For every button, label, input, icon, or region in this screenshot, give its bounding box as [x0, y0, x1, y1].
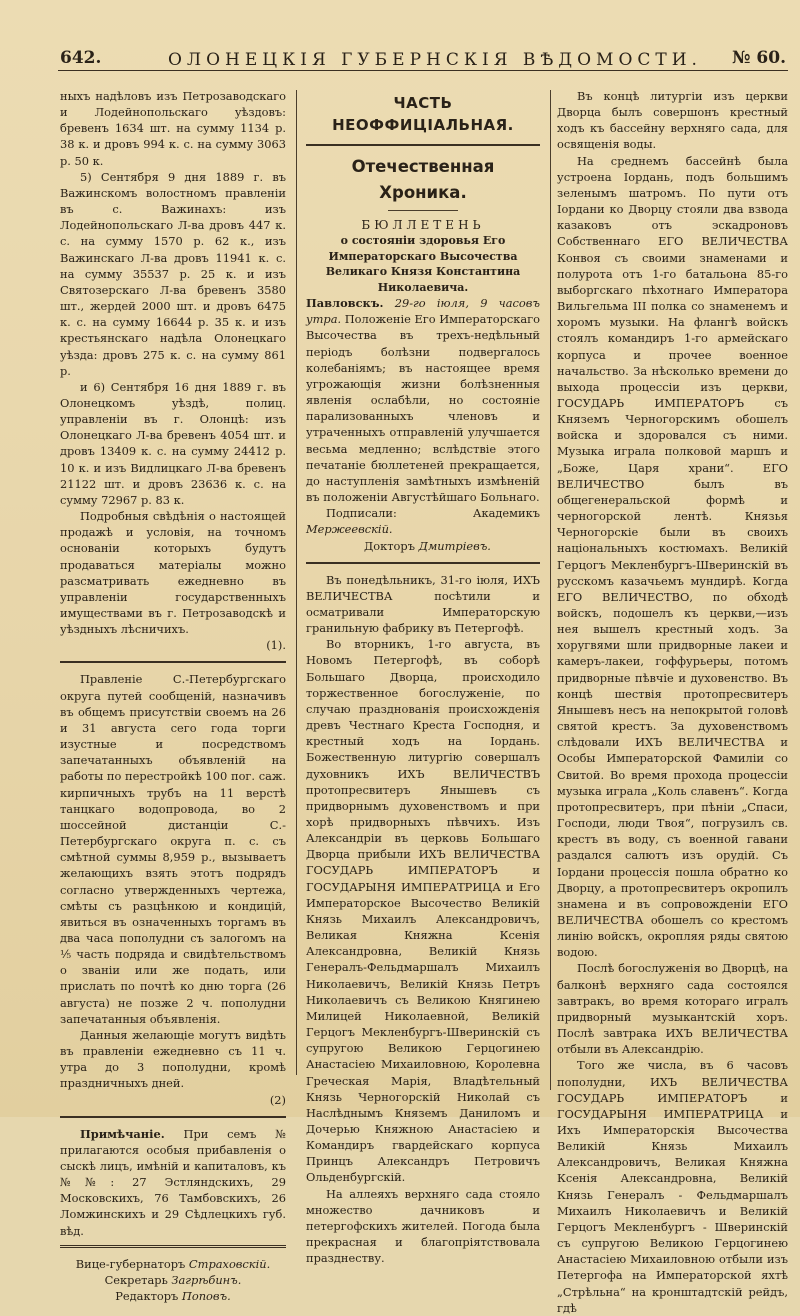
bulletin-signature-doctor: Докторъ Дмитрiевъ. — [364, 538, 491, 553]
section-title: ЧАСТЬ НЕОФФИЦIАЛЬНАЯ. — [332, 94, 514, 134]
paragraph: Подробныя свѣдѣнiя о настоящей продажѣ и условiя, на точномъ основанiи которыхъ будутъ продаваться матерiалы можно разсматривать ежедневно въ управленiи государственныхъ имуществами въ г. Петрозаводскѣ и уѣздныхъ лѣсничихъ. — [60, 509, 286, 637]
bulletin-title: БЮЛЛЕТЕНЬ — [361, 218, 485, 232]
column-left — [60, 88, 286, 1304]
signature-secretary: Секретарь Загрѣбинъ. — [104, 1272, 242, 1287]
bulletin-place: Павловскъ. — [306, 296, 384, 311]
page-header — [58, 40, 788, 71]
paragraph: и 6) Сентября 16 дня 1889 г. въ Олонецкомъ уѣздѣ, полиц. управленiи въ г. Олонцѣ: изъ Олонецкаго Л-ва бревенъ 4054 шт. и дровъ 13409 к. с. на сумму 24412 р. 10 к. и изъ Видлицкаго Л-ва бревенъ 21122 шт. и дровъ 23636 к. с. на сумму 72967 р. 83 к. — [60, 379, 286, 507]
bulletin-date: 29-го iюля, 9 часовъ утра. — [306, 296, 540, 327]
paragraph: Данныя желающiе могутъ видѣть въ правленiи ежедневно съ 11 ч. утра до 3 пополудни, кромѣ праздничныхъ дней. — [60, 1027, 286, 1091]
bulletin-signatures: Подписали: Академикъ Мержеевскiй. — [306, 506, 540, 537]
notice-marker: (1). — [266, 638, 286, 653]
signature-editor: Редакторъ Поповъ. — [115, 1289, 231, 1304]
notice-marker: (2) — [269, 1092, 286, 1107]
paragraph: 5) Сентября 9 дня 1889 г. въ Важинскомъ волостномъ правленiи въ с. Важинахъ: изъ Лодейнопольскаго Л-ва дровъ 447 к. с. на сумму 1570 р. 62 к., изъ Важинскаго Л-ва дровъ 11941 к. с. на сумму 35537 р. 25 к. и изъ Святозерскаго Л-ва бревенъ 3580 шт., жердей 2000 шт. и дровъ 6475 к. с. на сумму 16644 р. 35 к. и изъ крестьянскаго надѣла Олонецкаго уѣзда: дровъ 275 к. с. на сумму 861 р. — [60, 169, 286, 378]
paragraph: Послѣ богослуженiя во Дворцѣ, на балконѣ верхняго сада состоялся завтракъ, во время котораго игралъ придворный музыкантскiй хоръ. Послѣ завтрака ИХЪ ВЕЛИЧЕСТВА отбыли въ Александрiю. — [557, 961, 788, 1057]
column-middle — [306, 88, 540, 1266]
column-right — [557, 88, 788, 1316]
paragraph: Во вторникъ, 1-го августа, въ Новомъ Петергофѣ, въ соборѣ Большаго Дворца, происходило торжественное богослуженiе, по случаю празднованiя происхожденiя древъ Честнаго Креста Господня, и крестный ходъ на Iордань. Божественную литургiю совершалъ духовникъ ИХЪ ВЕЛИЧЕСТВЪ протопресвитеръ Янышевъ съ придворнымъ духовенствомъ и при хорѣ придворныхъ пѣвчихъ. Изъ Александрiи въ церковь Большаго Дворца прибыли ИХЪ ВЕЛИЧЕСТВА ГОСУДАРЬ ИМПЕРАТОРЪ и ГОСУДАРЫНЯ ИМПЕРАТРИЦА и Его Императорское Высочество Великiй Князь Михаилъ Александровичъ, Великая Княжна Ксенiя Александровна, Великiй Князь Генералъ-Фельдмаршалъ Михаилъ Николаевичъ, Великiй Князь Петръ Николаевичъ съ Великою Княгинею Милицей Николаевной, Великiй Герцогъ Мекленбургъ-Шверинскiй съ супругою Великою Герцогинею Анастасiею Михаиловною, Королевна Греческая Марiя, Владѣтельный Князь Черногорскiй Николай съ Наслѣднымъ Княземъ Даниломъ и Дочерью Княжною Анастасiею и Командиръ гвардейскаго корпуса Принцъ Александръ Петровичъ Ольденбургскiй. — [306, 637, 540, 1185]
paragraph: На аллеяхъ верхняго сада стояло множество дачниковъ и петергофскихъ жителей. Погода была прекрасная и благопрiятствовала празднеству. — [306, 1186, 540, 1266]
paragraph: Въ концѣ литургiи изъ церкви Дворца былъ совершонъ крестный ходъ къ бассейну верхняго сада, для освященiя воды. — [557, 89, 788, 152]
note-label: Примѣчанiе. — [80, 1126, 165, 1141]
divider — [60, 1245, 286, 1248]
signature-vice-governor: Вице-губернаторъ Страховскiй. — [75, 1256, 271, 1271]
divider — [60, 1116, 286, 1118]
note-paragraph — [60, 1126, 286, 1239]
paragraph: ныхъ надѣловъ изъ Петрозаводскаго и Лодейнопольскаго уѣздовъ: бревенъ 1634 шт. на сумму 1134 р. 38 к. и дровъ 994 к. с. на сумму 3063 р. 50 к. — [60, 89, 286, 168]
column-divider — [550, 90, 551, 1090]
divider — [388, 210, 458, 211]
bulletin-subtitle: о состоянiи здоровья Его Императорскаго Высочества Великаго Князя Константина Николаевича. — [325, 234, 521, 294]
column-divider — [296, 90, 297, 1075]
note-text: При семъ № прилагаются особыя прибавленiя о сыскѣ лицъ, имѣнiй и капиталовъ, къ №№: 27 Эстляндскихъ, 29 Московскихъ, 76 Тамбовскихъ, 26 Ломжинскихъ и 29 Сѣдлецкихъ губ. вѣд. — [60, 1126, 286, 1238]
paragraph: На среднемъ бассейнѣ была устроена Iордань, подъ большимъ зеленымъ шатромъ. По пути отъ Iордани ко Дворцу стояли два взвода казаковъ отъ эскадроновъ Собственнаго ЕГО ВЕЛИЧЕСТВА Конвоя съ своими знаменами и полурота отъ 1-го батальона 85-го выборгскаго пѣхотнаго Императора Вильгельма III полка со знаменемъ и хоромъ музыки. На флангѣ войскъ стоялъ командиръ 1-го армейскаго корпуса и прочее военное начальство. За нѣсколько времени до выхода процессiи изъ церкви, ГОСУДАРЬ ИМПЕРАТОРЪ съ Княземъ Черногорскимъ обошелъ войска и здоровался съ ними. Музыка играла полковой маршъ и „Боже, Царя храни“. ЕГО ВЕЛИЧЕСТВО былъ въ общегенеральской формѣ и черногорской лентѣ. Князья Черногорскiе были въ своихъ нацiональныхъ костюмахъ. Великiй Герцогъ Мекленбургъ-Шверинскiй въ русскомъ казачьемъ мундирѣ. Когда ЕГО ВЕЛИЧЕСТВО, по обходѣ войскъ, подошелъ къ церкви,—изъ нея вышелъ крестный ходъ. За хоругвями шли придворные лакеи и камеръ-лакеи, гоффурьеры, потомъ придворные пѣвчiе и духовенство. Въ концѣ шествiя протопресвитеръ Янышевъ несъ на непокрытой головѣ святой крестъ. За духовенствомъ слѣдовали ИХЪ ВЕЛИЧЕСТВА и Особы Императорской Фамилiи со Свитой. Во время прохода процессiи музыка играла „Коль славенъ“. Когда протопресвитеръ, при пѣнiи „Спаси, Господи, люди Твоя“, погрузилъ св. крестъ въ воду, съ военной гавани раздался салютъ изъ орудiй. Съ Iордани процессiя пошла обратно ко Дворцу, а протопресвитеръ окропилъ знамена и въ сопровожденiи ЕГО ВЕЛИЧЕСТВА обошелъ со крестомъ линiю войскъ, окропляя ряды святою водою. — [557, 153, 788, 960]
bulletin-text: Положенiе Его Императорскаго Высочества въ трехъ-недѣльный перiодъ болѣзни подвергалось колебанiямъ; въ настоящее время угрожающiя жизни болѣзненныя явленiя ослабѣли, но состоянiе парализованныхъ членовъ и утраченныхъ отправленiй улучшается весьма медленно; вслѣдствiе этого печатанiе бюллетеней прекращается, до наступленiя замѣтныхъ измѣненiй въ положенiи Августѣйшаго Больнаго. — [306, 312, 540, 505]
paragraph: Правленiе С.-Петербургскаго округа путей сообщенiй, назначивъ въ общемъ присутствiи своемъ на 26 и 31 августа сего года торги изустные и посредствомъ запечатанныхъ объявленiй на работы по перестройкѣ 100 пог. саж. кирпичныхъ трубъ на 11 верстѣ танцкаго водопровода, во 2 шоссейной дистанцiи С.-Петербургскаго округа п. с. съ смѣтной суммы 8,959 р., вызываетъ желающихъ взять этотъ подрядъ согласно утвержденныхъ чертежа, смѣты съ разцѣнкою и кондицiй, явиться въ означенныхъ торгамъ въ два часа пополудни съ залогомъ на ¹⁄₅ часть подряда и свидѣтельствомъ о званiи или же подать, или прислать по почтѣ ко дню торга (26 августа) не позже 2 ч. пополудни запечатанныя объявленiя. — [60, 672, 286, 1026]
issue-number: № 60. — [732, 48, 786, 68]
divider — [306, 144, 540, 146]
paragraph: Въ понедѣльникъ, 31-го iюля, ИХЪ ВЕЛИЧЕСТВА посѣтили и осматривали Императорскую гранильную фабрику въ Петергофѣ. — [306, 572, 540, 636]
paragraph: Того же числа, въ 6 часовъ пополудни, ИХЪ ВЕЛИЧЕСТВА ГОСУДАРЬ ИМПЕРАТОРЪ и ГОСУДАРЫНЯ ИМПЕРАТРИЦА и Ихъ Императорскiя Высочества Великiй Князь Михаилъ Александровичъ, Великая Княжна Ксенiя Александровна, Великiй Князь Генералъ - Фельдмаршалъ Михаилъ Николаевичъ и Великiй Герцогъ Мекленбургъ - Шверинскiй съ супругою Великою Герцогинею Анастасiею Михаиловною отбыли изъ Петергофа на Императорской яхтѣ „Стрѣльна“ на кронштадтскiй рейдъ, гдѣ — [557, 1058, 788, 1315]
divider — [306, 562, 540, 564]
page-number: 642. — [60, 48, 102, 68]
bulletin-paragraph — [306, 295, 540, 505]
divider — [60, 661, 286, 663]
newspaper-title: ОЛОНЕЦКIЯ ГУБЕРНСКIЯ ВѢДОМОСТИ. — [168, 50, 702, 70]
chronicle-title: Отечественная Хроника. — [351, 157, 495, 202]
